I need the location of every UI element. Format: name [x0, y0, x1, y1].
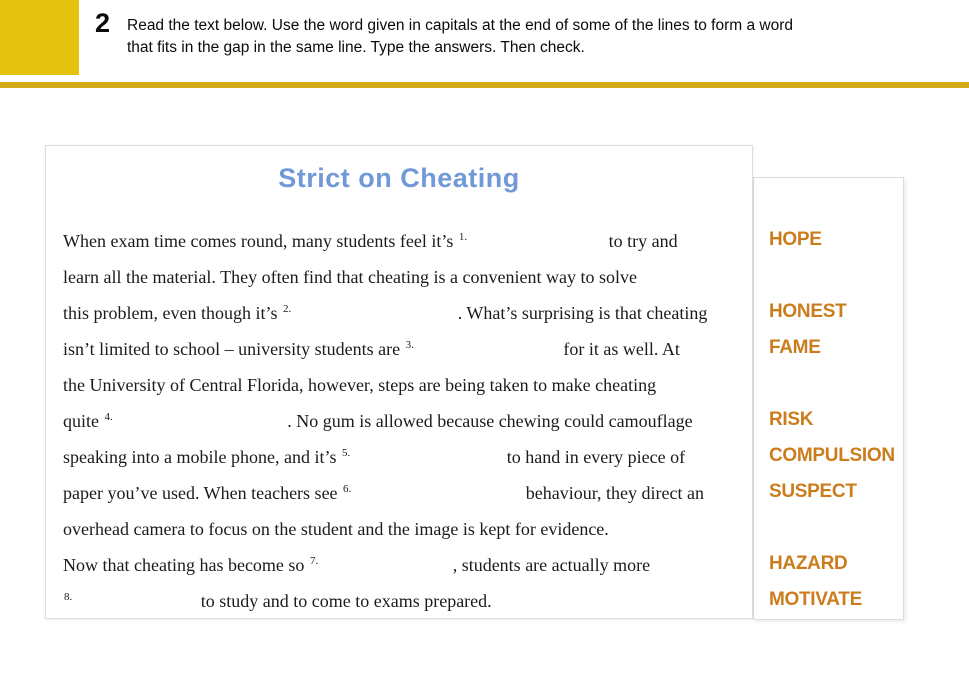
passage-line-1: [63, 223, 744, 259]
exercise-number: 2: [95, 8, 111, 38]
word-prompt-hope: HOPE: [769, 229, 822, 250]
gold-corner-block: [0, 0, 79, 75]
instructions-line-2: that fits in the gap in the same line. Type the answers. Then check.: [127, 39, 585, 56]
word-prompt-compulsion: COMPULSION: [769, 445, 895, 466]
word-prompt-risk: RISK: [769, 409, 814, 430]
gap-input-3[interactable]: [416, 338, 559, 362]
passage-text: isn’t limited to school – university students are: [63, 339, 405, 359]
passage-line-8: [63, 475, 744, 511]
passage-line-10: [63, 547, 744, 583]
word-prompt-hazard: HAZARD: [769, 553, 848, 574]
gap-number-8: 8.: [64, 591, 73, 603]
passage-text: to study and to come to exams prepared.: [196, 591, 492, 611]
gap-input-4[interactable]: [115, 410, 283, 434]
passage-line-2: [63, 259, 744, 295]
passage-line-3: [63, 295, 744, 331]
passage-text: paper you’ve used. When teachers see: [63, 483, 343, 503]
passage-line-5: [63, 367, 744, 403]
passage-line-11: [63, 583, 744, 619]
gold-divider: [0, 82, 969, 88]
passage-text: quite: [63, 411, 104, 431]
passage-text: for it as well. At: [558, 339, 680, 359]
instructions-line-1: Read the text below. Use the word given in capitals at the end of some of the lines to form a word: [127, 17, 794, 34]
passage-text: to hand in every piece of: [502, 447, 686, 467]
passage-text: . No gum is allowed because chewing could camouflage: [282, 411, 693, 431]
passage-text: . What’s surprising is that cheating: [453, 303, 708, 323]
passage-line-7: [63, 439, 744, 475]
passage-text: this problem, even though it’s: [63, 303, 282, 323]
gap-input-7[interactable]: [320, 554, 448, 578]
passage-line-6: [63, 403, 744, 439]
exercise-instructions: [127, 15, 793, 59]
gap-number-4: 4.: [104, 411, 113, 423]
gap-number-2: 2.: [282, 303, 292, 315]
article-card: [45, 145, 753, 619]
passage-line-4: [63, 331, 744, 367]
word-panel: [753, 177, 904, 620]
gap-input-6[interactable]: [353, 482, 521, 506]
gap-input-2[interactable]: [293, 302, 453, 326]
gap-number-1: 1.: [458, 231, 468, 243]
passage-text: speaking into a mobile phone, and it’s: [63, 447, 341, 467]
gap-number-6: 6.: [343, 483, 352, 495]
passage-text: , students are actually more: [448, 555, 651, 575]
passage-text: behaviour, they direct an: [521, 483, 705, 503]
word-prompt-fame: FAME: [769, 337, 821, 358]
passage: [63, 223, 744, 619]
passage-line-9: [63, 511, 744, 547]
passage-text: When exam time comes round, many students feel it’s: [63, 231, 458, 251]
passage-text: to try and: [604, 231, 678, 251]
word-prompt-honest: HONEST: [769, 301, 847, 322]
passage-text: the University of Central Florida, however, steps are being taken to make cheating: [63, 375, 657, 395]
gap-input-1[interactable]: [469, 230, 604, 254]
passage-text: Now that cheating has become so: [63, 555, 309, 575]
word-prompt-motivate: MOTIVATE: [769, 589, 862, 610]
gap-input-8[interactable]: [74, 590, 196, 614]
gap-input-5[interactable]: [352, 446, 502, 470]
gap-number-3: 3.: [405, 339, 414, 351]
passage-text: overhead camera to focus on the student and the image is kept for evidence.: [63, 519, 609, 539]
article-title: Strict on Cheating: [278, 163, 520, 193]
word-prompt-suspect: SUSPECT: [769, 481, 857, 502]
passage-text: learn all the material. They often find that cheating is a convenient way to solve: [63, 267, 637, 287]
gap-number-7: 7.: [309, 555, 319, 567]
gap-number-5: 5.: [341, 447, 351, 459]
